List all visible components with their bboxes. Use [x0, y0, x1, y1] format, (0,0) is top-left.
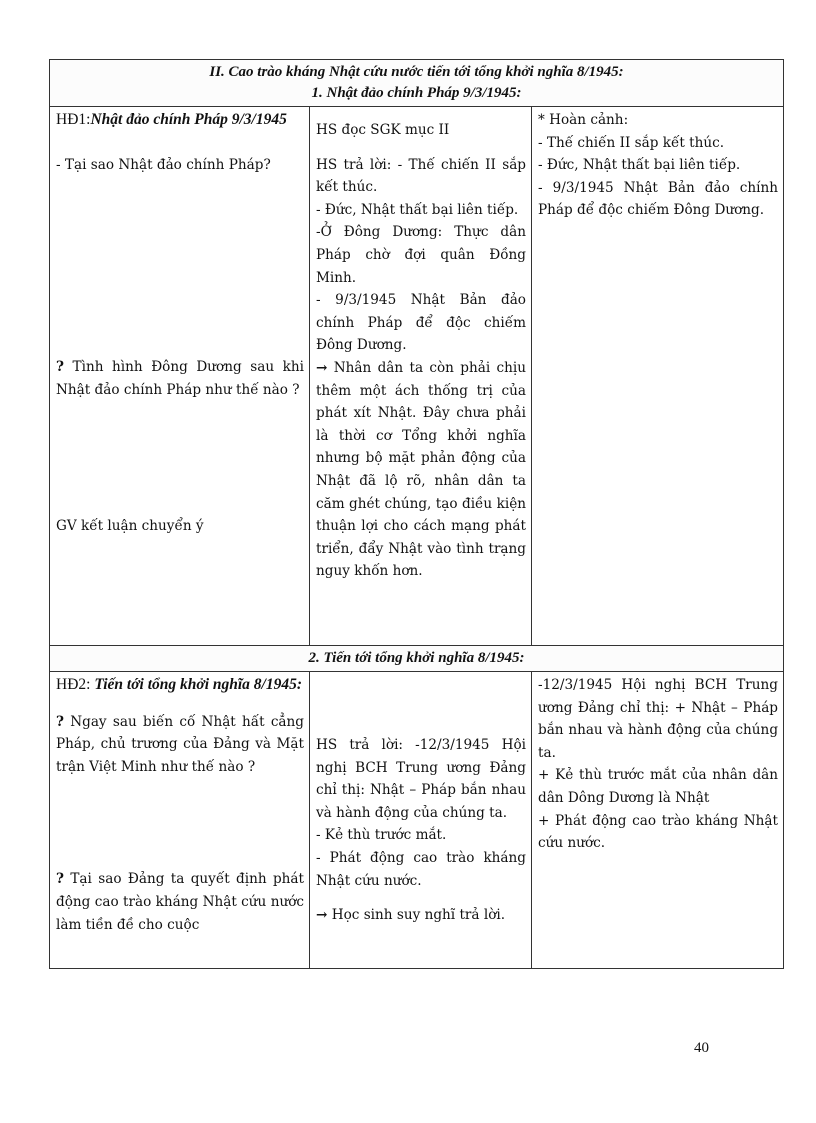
part2-header-row: [50, 646, 784, 672]
lesson-table: [49, 59, 784, 969]
page-number: 40: [694, 1040, 709, 1056]
part1-student-answer-1: HS trả lời: - Thế chiến II sắp kết thúc.: [316, 156, 526, 196]
part2-content-line-2: + Kẻ thù trước mắt của nhân dân dân Dông Dương là Nhật: [538, 767, 779, 806]
part2-activity-heading: [56, 674, 304, 697]
part2-student-cell: [310, 672, 532, 969]
part1-row: [50, 107, 784, 646]
part2-header: [50, 646, 784, 672]
part2-title: 2. Tiến tới tổng khởi nghĩa 8/1945:: [308, 650, 525, 666]
part1-student-answer-4: - 9/3/1945 Nhật Bản đảo chính Pháp để độc chiếm Đông Dương.: [316, 292, 526, 354]
part1-student-answer-2: - Đức, Nhật thất bại liên tiếp.: [316, 201, 519, 218]
part1-content-line-3: - Đức, Nhật thất bại liên tiếp.: [538, 157, 741, 174]
part1-question-1: - Tại sao Nhật đảo chính Pháp?: [56, 156, 271, 173]
part2-question-2: ? Tại sao Đảng ta quyết định phát động cao trào kháng Nhật cứu nước làm tiền đề cho cuộc: [56, 871, 304, 933]
part1-question-2: ? Tình hình Đông Dương sau khi Nhật đảo chính Pháp như thế nào ?: [56, 359, 304, 398]
arrow-right-icon: →: [316, 359, 328, 376]
question-mark-icon: ?: [56, 713, 64, 730]
part1-content-line-2: - Thế chiến II sắp kết thúc.: [538, 134, 725, 151]
section-header: [50, 60, 784, 107]
part1-student-answer-5: → Nhân dân ta còn phải chịu thêm một ách thống trị của phát xít Nhật. Đây chưa phải là thời cơ Tổng khởi nghĩa nhưng bộ mặt phản động của Nhật đã lộ rõ, nhân dân ta căm ghét chúng, tạo điều kiện thuận lợi cho cách mạng phát triển, đẩy Nhật vào tình trạng nguy khốn hơn.: [316, 359, 526, 580]
question-mark-icon: ?: [56, 359, 64, 376]
part2-teacher-cell: [50, 672, 310, 969]
part1-content-line-1: * Hoàn cảnh:: [538, 112, 629, 128]
arrow-right-icon: →: [316, 907, 328, 924]
part2-student-answer-3: - Phát động cao trào kháng Nhật cứu nước.: [316, 849, 526, 889]
part1-student-answer-3: -Ở Đông Dương: Thực dân Pháp chờ đợi quân Đồng Minh.: [316, 224, 526, 286]
part1-content-line-4: - 9/3/1945 Nhật Bản đảo chính Pháp để độc chiếm Đông Dương.: [538, 179, 779, 219]
part1-conclusion: GV kết luận chuyển ý: [56, 518, 204, 535]
part1-content-cell: [532, 107, 784, 646]
part2-student-answer-4: → Học sinh suy nghĩ trả lời.: [316, 907, 506, 924]
part2-activity-prefix: HĐ2:: [56, 676, 91, 693]
question-mark-icon: ?: [56, 871, 64, 888]
part1-student-cell: [310, 107, 532, 646]
part2-content-line-3: + Phát động cao trào kháng Nhật cứu nước.: [538, 812, 779, 852]
lesson-table-page: [49, 59, 783, 969]
part2-row: [50, 672, 784, 969]
part2-student-answer-1: HS trả lời: -12/3/1945 Hội nghị BCH Trung ương Đảng chỉ thị: Nhật – Pháp bắn nhau và hành động của chúng ta.: [316, 737, 526, 821]
part1-title: 1. Nhật đảo chính Pháp 9/3/1945:: [311, 85, 522, 101]
part2-student-answer-2: - Kẻ thù trước mắt.: [316, 827, 447, 844]
section-title: II. Cao trào kháng Nhật cứu nước tiến tới tổng khởi nghĩa 8/1945:: [209, 64, 624, 80]
part1-activity-prefix: HĐ1:: [56, 111, 91, 128]
part2-content-cell: [532, 672, 784, 969]
part2-question-1: ? Ngay sau biến cố Nhật hất cẳng Pháp, chủ trương của Đảng và Mặt trận Việt Minh như thế nào ?: [56, 713, 304, 775]
part1-activity-title: Nhật đảo chính Pháp 9/3/1945: [90, 111, 287, 128]
part1-activity-heading: [56, 109, 304, 132]
part2-content-line-1: -12/3/1945 Hội nghị BCH Trung ương Đảng chỉ thị: + Nhật – Pháp bắn nhau và hành động của chúng ta.: [538, 677, 779, 761]
part1-student-read: HS đọc SGK mục II: [316, 122, 450, 138]
part1-teacher-cell: [50, 107, 310, 646]
part2-activity-title: Tiến tới tổng khởi nghĩa 8/1945:: [94, 676, 303, 693]
section-header-row: [50, 60, 784, 107]
